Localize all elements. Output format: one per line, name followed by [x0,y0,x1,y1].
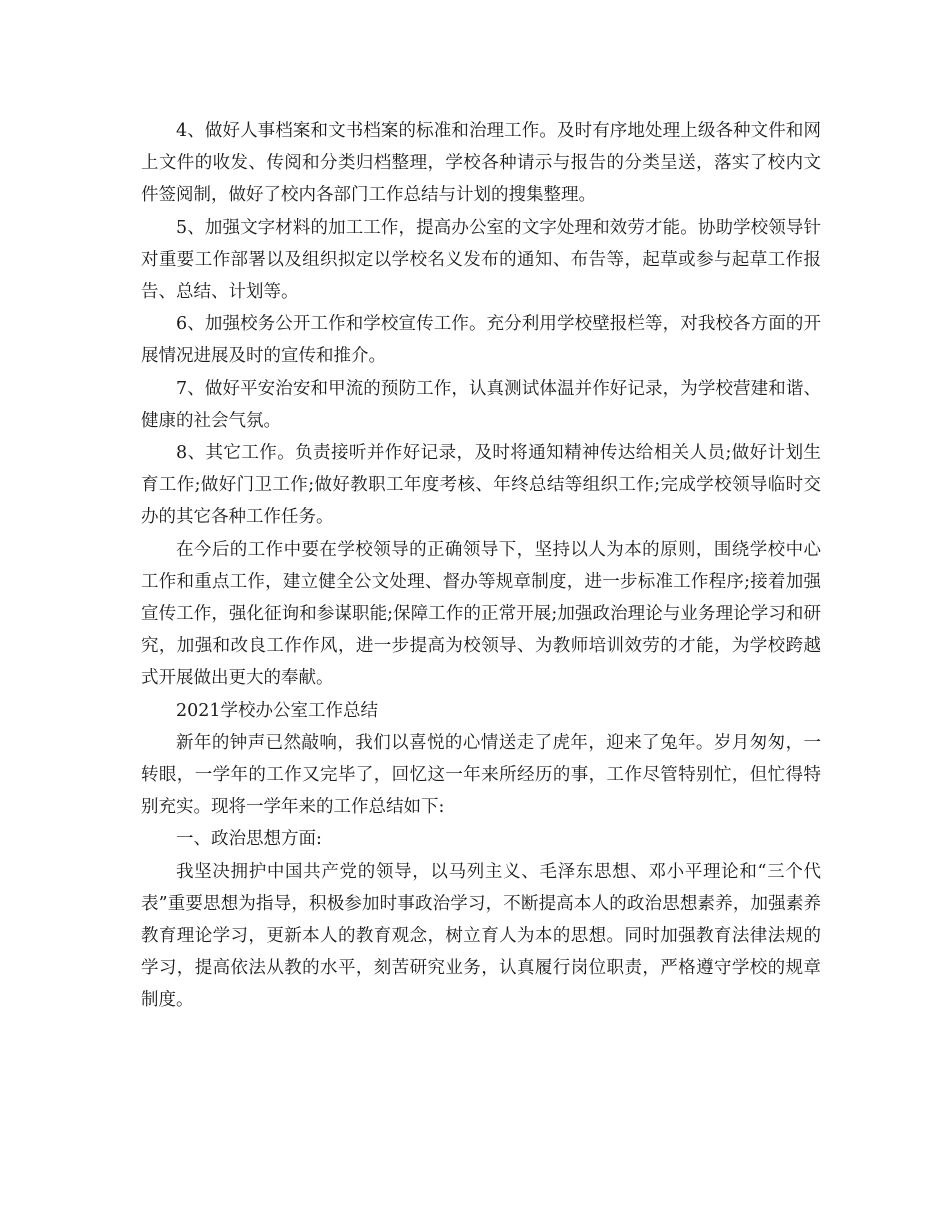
paragraph-item-8: 8、其它工作。负责接听并作好记录，及时将通知精神传达给相关人员;做好计划生育工作;做好门卫工作;做好教职工年度考核、年终总结等组织工作;完成学校领导临时交办的其它各种工作任务。 [141,443,821,528]
paragraph-item-4: 4、做好人事档案和文书档案的标准和治理工作。及时有序地处理上级各种文件和网上文件的收发、传阅和分类归档整理，学校各种请示与报告的分类呈送，落实了校内文件签阅制，做好了校内各部门工作总结与计划的搜集整理。 [141,121,821,206]
section-title: 2021学校办公室工作总结 [176,700,379,721]
document-body [141,115,821,1017]
paragraph-item-7: 7、做好平安治安和甲流的预防工作，认真测试体温并作好记录，为学校营建和谐、健康的社会气氛。 [141,378,821,431]
paragraph-item-6: 6、加强校务公开工作和学校宣传工作。充分利用学校壁报栏等，对我校各方面的开展情况进展及时的宣传和推介。 [141,314,821,367]
paragraph-future-plan: 在今后的工作中要在学校领导的正确领导下，坚持以人为本的原则，围绕学校中心工作和重点工作，建立健全公文处理、督办等规章制度，进一步标准工作程序;接着加强宣传工作，强化征询和参谋职能;保障工作的正常开展;加强政治理论与业务理论学习和研究，加强和改良工作作风，进一步提高为校领导、为教师培训效劳的才能，为学校跨越式开展做出更大的奉献。 [141,539,821,689]
paragraph-intro: 新年的钟声已然敲响，我们以喜悦的心情送走了虎年，迎来了兔年。岁月匆匆，一转眼，一学年的工作又完毕了，回忆这一年来所经历的事，工作尽管特别忙，但忙得特别充实。现将一学年来的工作总结如下: [141,732,821,818]
heading-political: 一、政治思想方面: [176,829,322,850]
paragraph-item-5: 5、加强文字材料的加工工作，提高办公室的文字处理和效劳才能。协助学校领导针对重要工作部署以及组织拟定以学校名义发布的通知、布告等，起草或参与起草工作报告、总结、计划等。 [141,217,821,303]
paragraph-political: 我坚决拥护中国共产党的领导，以马列主义、毛泽东思想、邓小平理论和“三个代表”重要思想为指导，积极参加时事政治学习，不断提高本人的政治思想素养，加强素养教育理论学习，更新本人的教育观念，树立育人为本的思想。同时加强教育法律法规的学习，提高依法从教的水平，刻苦研究业务，认真履行岗位职责，严格遵守学校的规章制度。 [141,861,821,1011]
